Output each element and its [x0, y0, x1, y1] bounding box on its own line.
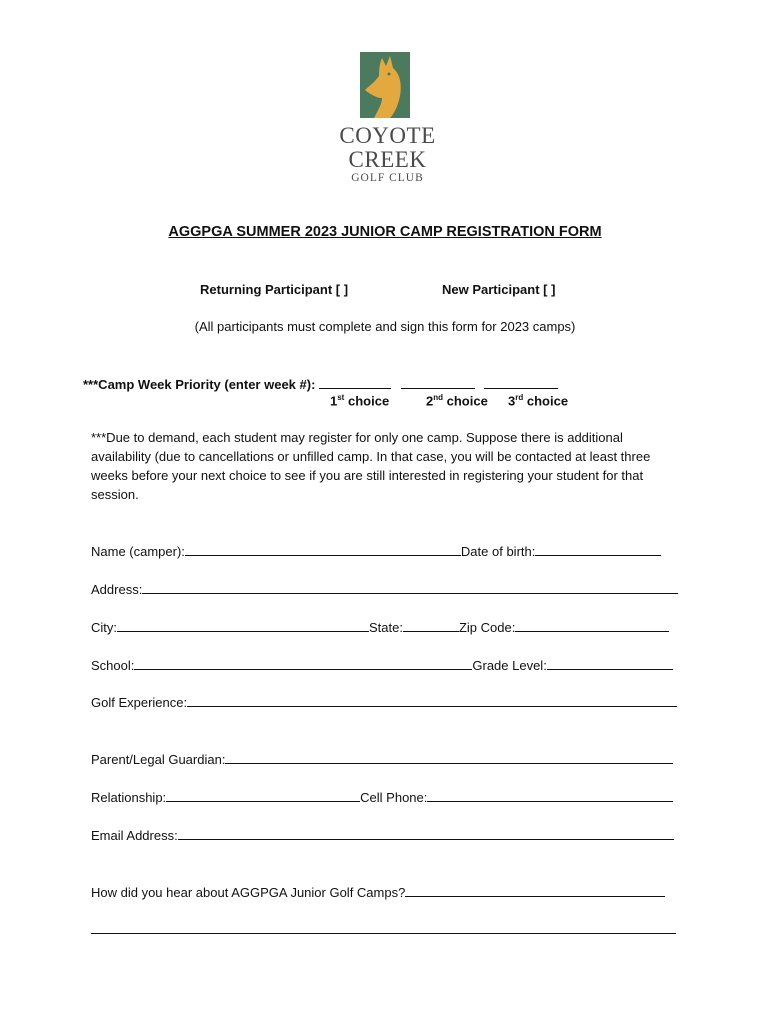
zip-input[interactable] — [515, 619, 669, 632]
relationship-input[interactable] — [166, 789, 360, 802]
third-choice-input[interactable] — [484, 376, 558, 389]
second-choice-input[interactable] — [401, 376, 475, 389]
guardian-input[interactable] — [225, 751, 673, 764]
referral-input-continued[interactable] — [91, 933, 676, 934]
school-row — [91, 657, 673, 673]
cell-phone-input[interactable] — [427, 789, 673, 802]
golf-experience-row — [91, 694, 677, 710]
school-input[interactable] — [134, 657, 472, 670]
dob-input[interactable] — [535, 543, 661, 556]
brand-main-text: COYOTE CREEK — [339, 123, 436, 172]
city-label: City: — [91, 620, 117, 635]
email-label: Email Address: — [91, 828, 178, 843]
email-input[interactable] — [178, 827, 674, 840]
priority-label: ***Camp Week Priority (enter week #): — [83, 377, 316, 392]
coyote-icon — [360, 52, 410, 118]
first-choice-input[interactable] — [319, 376, 391, 389]
golf-experience-input[interactable] — [187, 694, 677, 707]
logo-emblem — [360, 52, 410, 118]
second-choice-label: 2nd choice — [426, 393, 488, 409]
city-input[interactable] — [117, 619, 369, 632]
zip-label: Zip Code: — [458, 620, 516, 635]
first-choice-label: 1st choice — [330, 393, 390, 409]
brand-name — [300, 124, 475, 185]
referral-label: How did you hear about AGGPGA Junior Golf Camps? — [91, 885, 406, 900]
school-label: School: — [91, 658, 135, 673]
address-input[interactable] — [142, 581, 678, 594]
brand-sub-text: GOLF CLUB — [351, 172, 424, 184]
form-title: AGGPGA SUMMER 2023 JUNIOR CAMP REGISTRATION FORM — [168, 224, 602, 240]
relationship-row — [91, 789, 673, 805]
relationship-label: Relationship: — [91, 790, 167, 805]
grade-label: Grade Level: — [472, 658, 547, 673]
golf-experience-label: Golf Experience: — [91, 695, 188, 710]
dob-label: Date of birth: — [460, 544, 536, 559]
camper-name-label: Name (camper): — [91, 544, 185, 559]
guardian-label: Parent/Legal Guardian: — [91, 752, 226, 767]
address-row — [91, 581, 678, 597]
camper-name-row — [91, 543, 661, 559]
email-row — [91, 827, 674, 843]
address-label: Address: — [91, 582, 143, 597]
guardian-row — [91, 751, 673, 767]
grade-input[interactable] — [547, 657, 673, 670]
priority-row — [83, 376, 558, 392]
state-input[interactable] — [403, 619, 459, 632]
third-choice-label: 3rd choice — [508, 393, 569, 409]
city-row — [91, 619, 669, 635]
returning-participant-checkbox[interactable]: Returning Participant [ ] — [200, 282, 349, 297]
cell-phone-label: Cell Phone: — [360, 790, 428, 805]
new-participant-checkbox[interactable]: New Participant [ ] — [442, 282, 556, 297]
referral-row — [91, 884, 665, 900]
referral-input[interactable] — [405, 884, 665, 897]
disclaimer-paragraph: ***Due to demand, each student may register for only one camp. Suppose there is additional availability (due to cancellations or unfilled camp. In that case, you will be contacted at least three weeks before your next choice to see if you are still interested in registering your student for that session. — [91, 430, 651, 502]
camper-name-input[interactable] — [185, 543, 461, 556]
sign-note: (All participants must complete and sign this form for 2023 camps) — [194, 319, 576, 334]
state-label: State: — [369, 620, 403, 635]
